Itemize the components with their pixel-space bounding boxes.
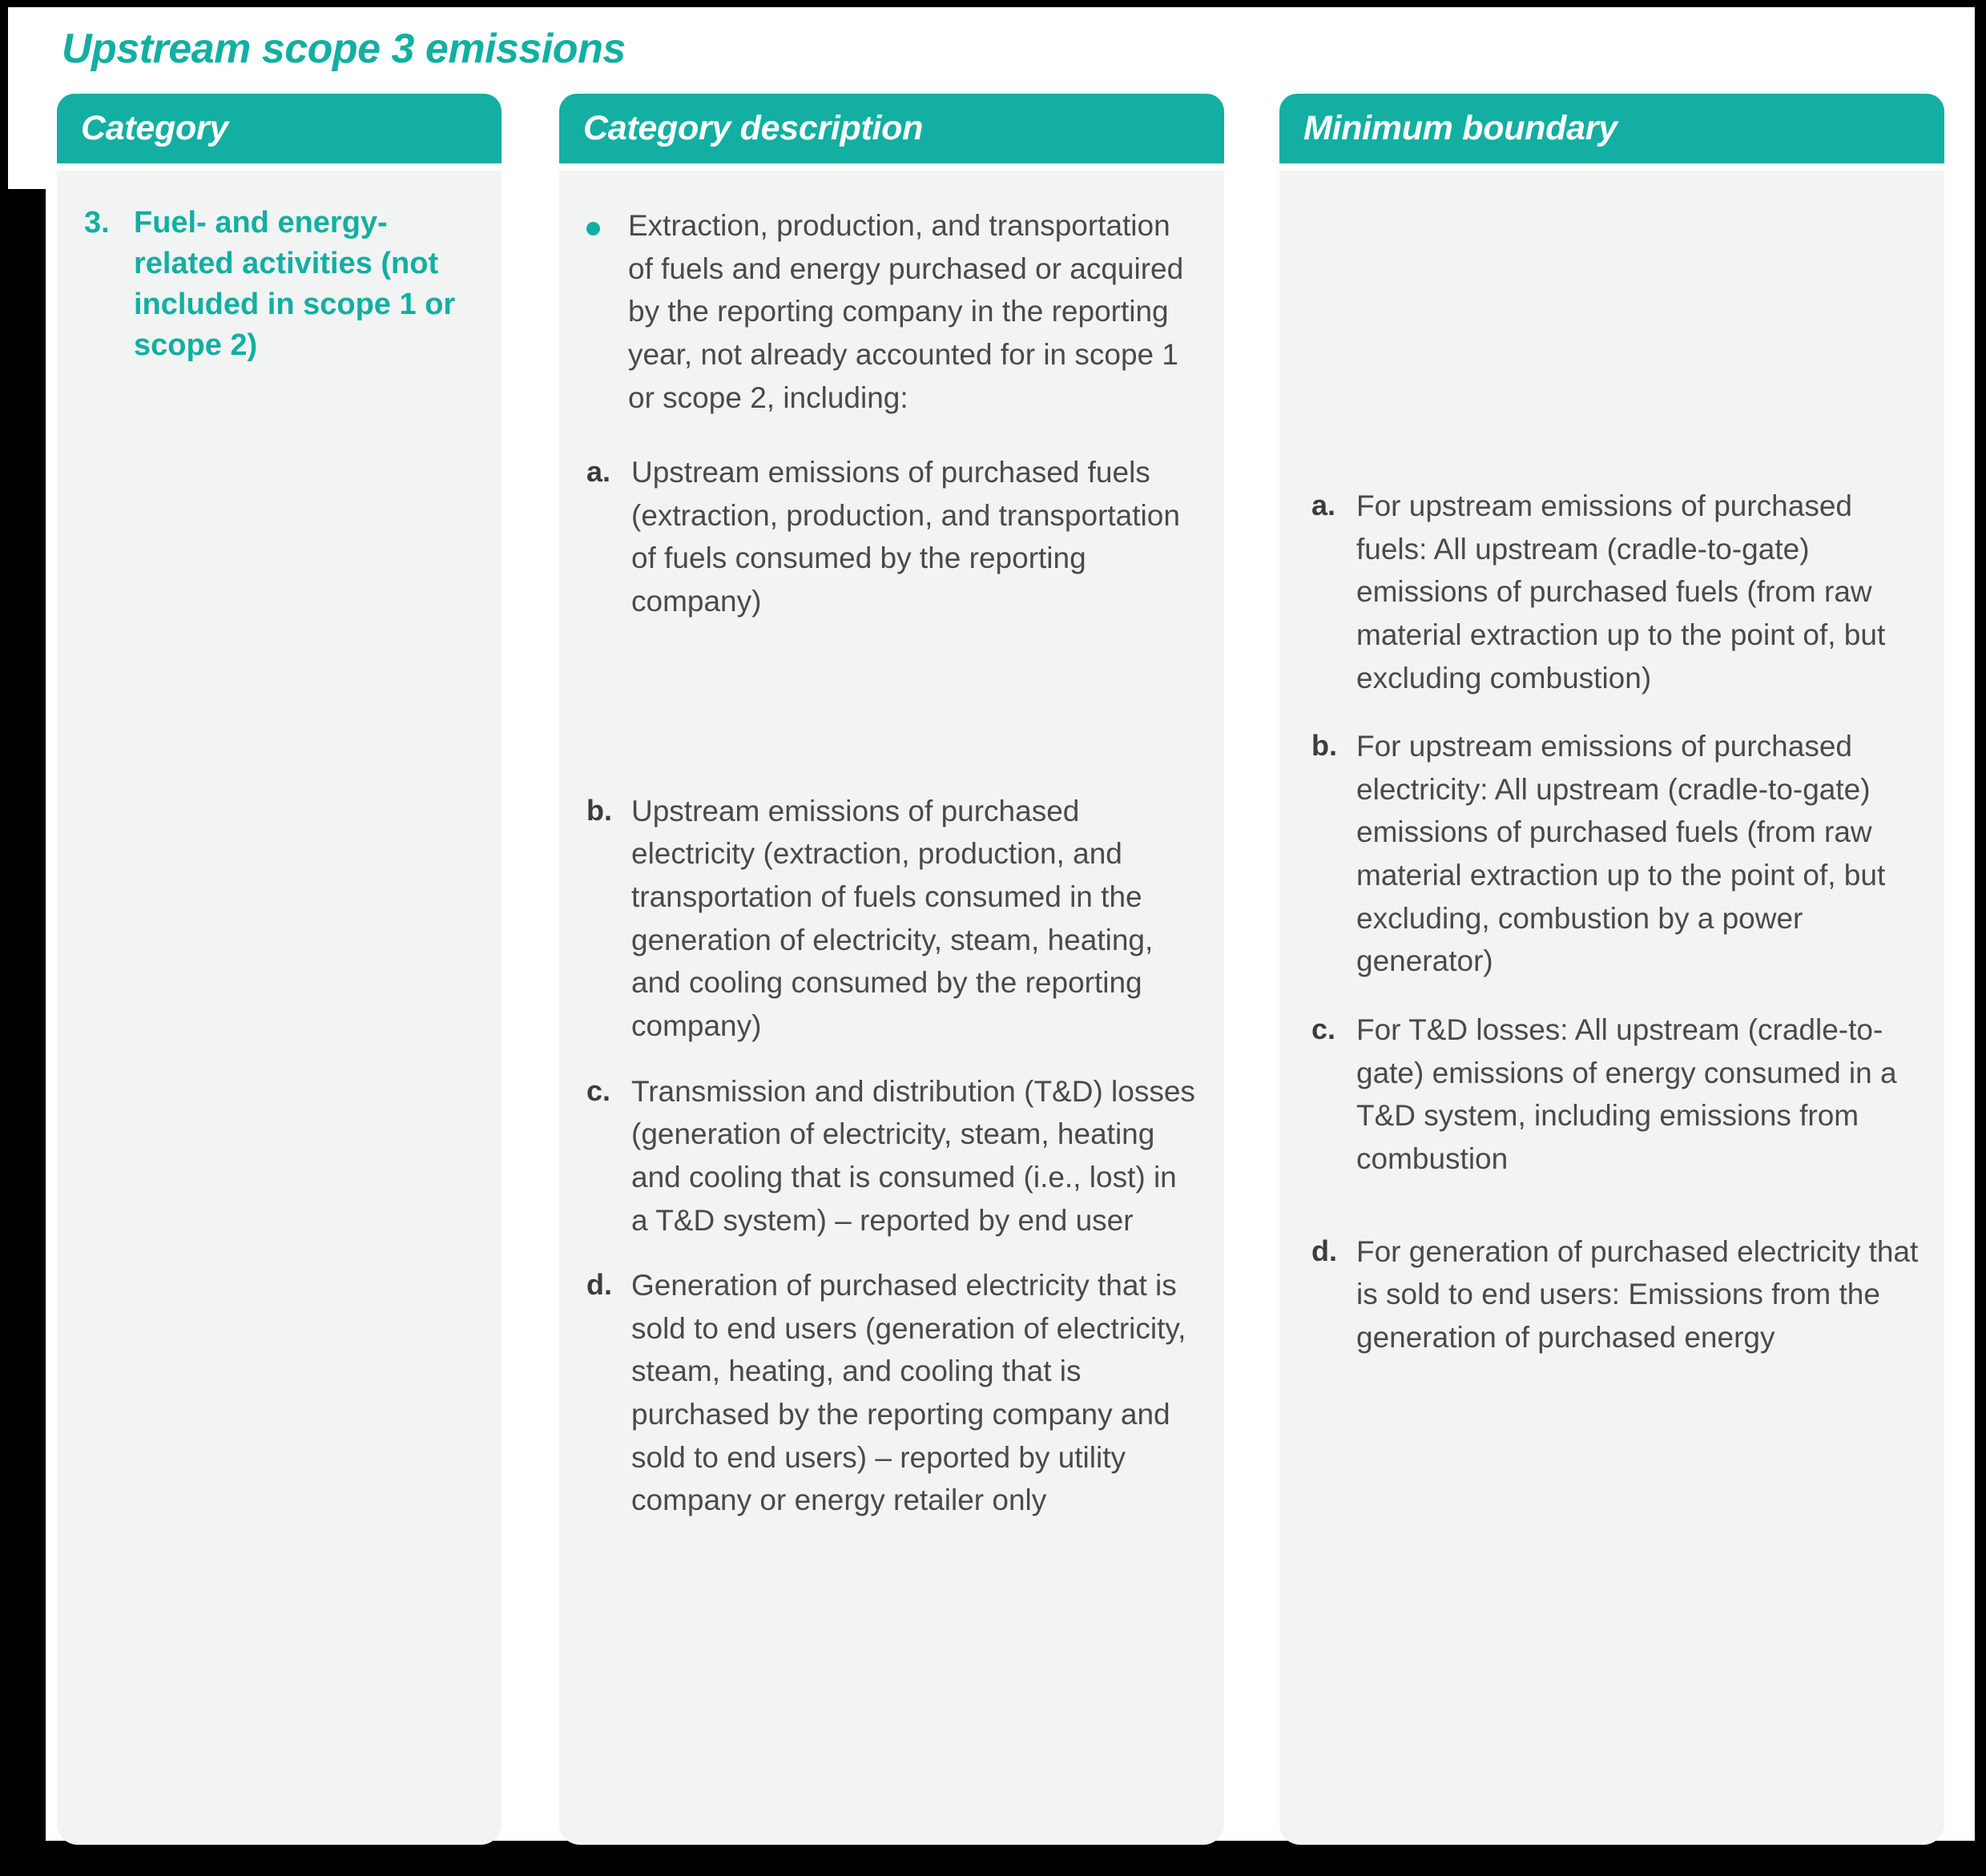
- list-item-marker: b.: [1311, 729, 1337, 763]
- page-edge-left-upper: [0, 0, 8, 189]
- list-item: [1311, 1230, 1924, 1359]
- page-edge-right: [1975, 0, 1986, 1876]
- list-item-text: For upstream emissions of purchased electricity: All upstream (cradle-to-gate) emissions of purchased fuels (from raw material extraction up to the point of, but excluding, combustion by a power generator): [1356, 730, 1886, 978]
- list-item-text: Upstream emissions of purchased electricity (extraction, production, and transportation of fuels consumed in the generation of electricity, steam, heating, and cooling consumed by the reporting company): [631, 794, 1154, 1042]
- list-item: [1311, 725, 1924, 983]
- page-content: [46, 7, 1975, 1841]
- list-item-text: Upstream emissions of purchased fuels (extraction, production, and transportation of fuels consumed by the reporting company): [631, 456, 1180, 618]
- column-body-boundary: [1279, 171, 1944, 1845]
- boundary-sub-list: [1311, 485, 1924, 1359]
- page-title: Upstream scope 3 emissions: [62, 26, 626, 72]
- description-intro-text: Extraction, production, and transportation of fuels and energy purchased or acquired by the reporting company in the reporting year, not already accounted for in scope 1 or scope 2, including:: [628, 209, 1184, 414]
- list-item: [586, 790, 1197, 1048]
- list-item-marker: a.: [586, 455, 611, 489]
- page-edge-bottom: [0, 1841, 1986, 1876]
- column-header-boundary: [1279, 94, 1944, 163]
- column-category-description: [559, 94, 1224, 1845]
- list-item-text: Transmission and distribution (T&D) losses (generation of electricity, steam, heating and cooling that is consumed (i.e., lost) in a T&D system) – reported by end user: [631, 1074, 1195, 1237]
- page-edge-left-lower: [0, 189, 46, 1841]
- list-item-text: For generation of purchased electricity that is sold to end users: Emissions from the generation of purchased energy: [1356, 1234, 1919, 1354]
- list-item-marker: d.: [586, 1268, 612, 1302]
- column-header-category-label: Category: [81, 109, 228, 147]
- description-intro-bullet: [586, 204, 1197, 419]
- list-item-marker: c.: [1311, 1012, 1336, 1046]
- list-item-text: For T&D losses: All upstream (cradle-to-gate) emissions of energy consumed in a T&D system, including emissions from combustion: [1356, 1013, 1897, 1175]
- column-header-description: [559, 94, 1224, 163]
- list-item-marker: b.: [586, 793, 612, 827]
- column-header-category: [57, 94, 502, 163]
- column-header-description-label: Category description: [583, 109, 924, 147]
- category-item: [84, 195, 474, 366]
- column-header-boundary-label: Minimum boundary: [1303, 109, 1617, 147]
- list-item: [586, 1070, 1197, 1242]
- description-sub-list: [586, 451, 1197, 1522]
- list-item-marker: c.: [586, 1073, 611, 1107]
- list-item: [586, 1264, 1197, 1522]
- list-item: [1311, 1008, 1924, 1181]
- category-item-number: 3.: [84, 206, 110, 240]
- page-edge-top: [0, 0, 1986, 7]
- column-minimum-boundary: [1279, 94, 1944, 1845]
- list-item-marker: d.: [1311, 1234, 1337, 1267]
- category-item-label: Fuel- and energy-related activities (not included in scope 1 or scope 2): [134, 206, 456, 362]
- list-item-text: For upstream emissions of purchased fuels: All upstream (cradle-to-gate) emissions of purchased fuels (from raw material extraction up to the point of, but excluding combustion): [1356, 489, 1886, 694]
- bullet-dot-icon: [586, 204, 628, 236]
- list-item-text: Generation of purchased electricity that is sold to end users (generation of electricity, steam, heating, and cooling that is purchased by the reporting company and sold to end users) – reported by utility company or energy retailer only: [631, 1269, 1186, 1517]
- list-item-marker: a.: [1311, 489, 1336, 521]
- column-body-category: [57, 171, 502, 1845]
- column-category: [57, 94, 502, 1845]
- list-item: [586, 451, 1197, 623]
- list-item: [1311, 485, 1924, 699]
- column-body-description: [559, 171, 1224, 1845]
